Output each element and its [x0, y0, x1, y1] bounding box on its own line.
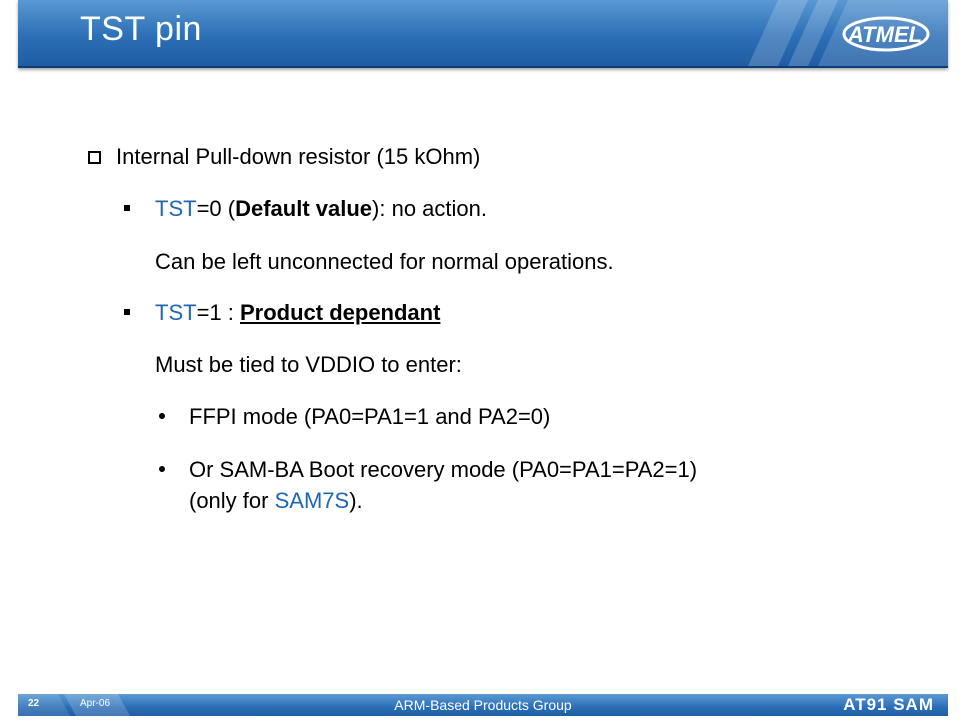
tst0-value: =0 (: [196, 196, 236, 221]
atmel-logo-text: ATMEL: [847, 22, 923, 47]
item-tst-1: [155, 300, 440, 326]
item-tst-0-continuation: Can be left unconnected for normal operations.: [155, 249, 614, 274]
square-bullet-icon: [124, 205, 130, 211]
sam7s-label: SAM7S: [274, 488, 350, 513]
slide-footer: [18, 694, 948, 716]
footer-date: Apr-06: [80, 698, 111, 709]
bullet-samba-recovery: Or SAM-BA Boot recovery mode (PA0=PA1=PA2=1): [189, 457, 698, 482]
only-for-text: (only for: [189, 488, 275, 513]
page-number: 22: [28, 698, 40, 709]
footer-group-name: ARM-Based Products Group: [394, 697, 572, 713]
bullet-samba-recovery-continuation: [189, 488, 363, 514]
tst-label: TST: [155, 196, 197, 221]
item-tst-1-continuation: Must be tied to VDDIO to enter:: [155, 352, 462, 377]
tst-label: TST: [155, 300, 197, 325]
bullet-ffpi-mode: FFPI mode (PA0=PA1=1 and PA2=0): [189, 404, 551, 429]
tst1-value: =1 :: [196, 300, 240, 325]
item-internal-pulldown: Internal Pull-down resistor (15 kOhm): [116, 144, 481, 169]
default-value-text: Default value: [235, 196, 373, 221]
footer-product-name: AT91 SAM: [843, 695, 934, 714]
slide-title: TST pin: [80, 10, 202, 48]
item-tst-0: [155, 196, 487, 222]
dot-bullet-icon: [159, 413, 165, 419]
product-dependant-text: Product dependant: [239, 300, 441, 325]
square-bullet-icon: [124, 309, 130, 315]
tst0-action: ): no action.: [372, 196, 487, 221]
closing-text: ).: [349, 488, 363, 513]
checkbox-bullet-icon: [88, 151, 101, 164]
dot-bullet-icon: [159, 466, 165, 472]
